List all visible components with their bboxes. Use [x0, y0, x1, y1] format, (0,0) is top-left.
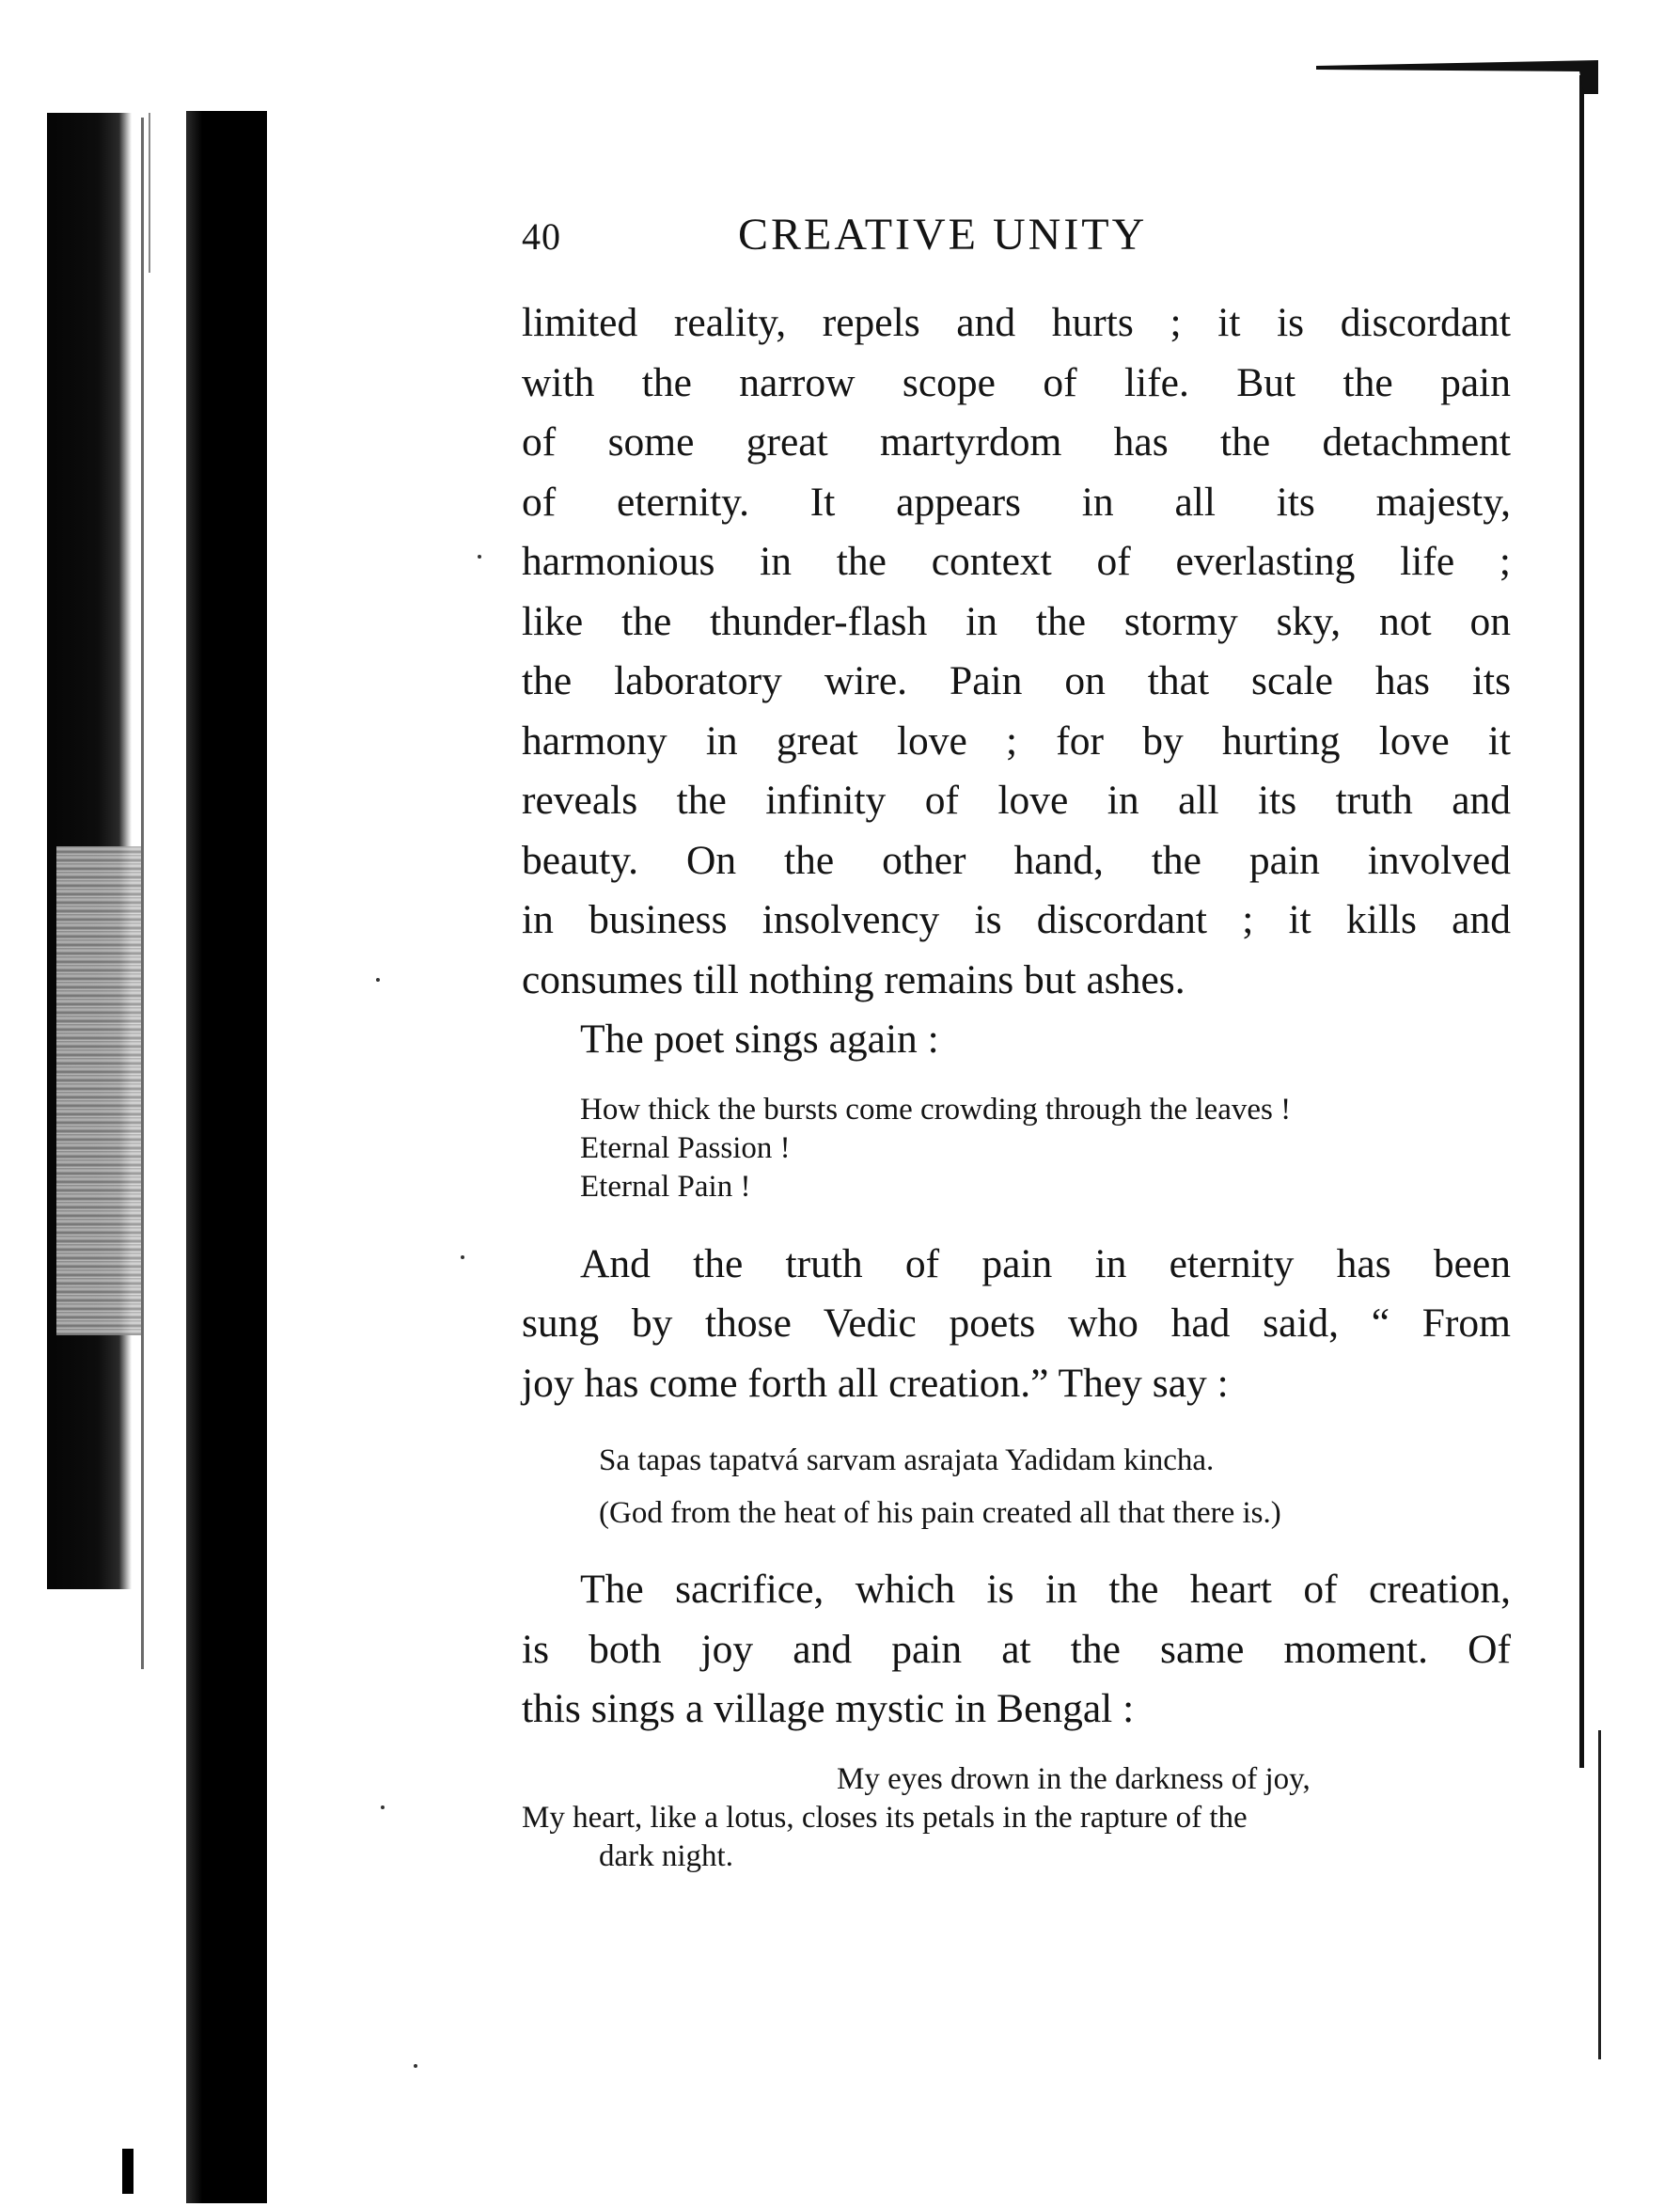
paragraph-4	[522, 1560, 1511, 1740]
scan-mark-bottom	[122, 2149, 133, 2194]
page-header	[522, 210, 1509, 271]
verse-line: Sa tapas tapatvá sarvam asrajata Yadidam kincha.	[599, 1443, 1215, 1477]
text-line: And the truth of pain in eternity has been	[580, 1240, 1511, 1286]
scan-speck	[478, 555, 481, 559]
page-edge-right	[1579, 75, 1584, 1768]
paragraph-2	[522, 1010, 1511, 1070]
verse-line: dark night.	[599, 1838, 733, 1873]
scan-rule-left	[141, 118, 144, 1669]
scan-speck	[461, 1255, 464, 1259]
verse-line: My eyes drown in the darkness of joy,	[837, 1761, 1311, 1796]
text-line: the laboratory wire. Pain on that scale has its	[522, 658, 1511, 703]
text-line: limited reality, repels and hurts ; it is discordant	[522, 300, 1511, 345]
verse-line: My heart, like a lotus, closes its petals in the rapture of the	[522, 1800, 1248, 1835]
verse-line: Eternal Pain !	[580, 1169, 751, 1204]
text-line: like the thunder-flash in the stormy sky, not on	[522, 598, 1511, 644]
page-body	[522, 293, 1511, 1876]
text-line: in business insolvency is discordant ; it kills and	[522, 897, 1511, 942]
scan-speck	[376, 978, 380, 982]
text-line: beauty. On the other hand, the pain involved	[522, 837, 1511, 883]
text-line: harmony in great love ; for by hurting love it	[522, 717, 1511, 764]
scan-speck	[414, 2064, 417, 2068]
text-line: this sings a village mystic in Bengal :	[522, 1686, 1135, 1731]
text-line: with the narrow scope of life. But the pain	[522, 359, 1511, 405]
verse-translation: (God from the heat of his pain created all that there is.)	[599, 1496, 1281, 1530]
page-number: 40	[522, 215, 561, 258]
text-line: sung by those Vedic poets who had said, “ From	[522, 1301, 1511, 1346]
book-gutter-shadow	[186, 111, 267, 2203]
text-line: is both joy and pain at the same moment. Of	[522, 1626, 1511, 1672]
text-line: of eternity. It appears in all its majesty,	[522, 479, 1511, 525]
scan-rule-left-short	[149, 113, 150, 273]
text-line: harmonious in the context of everlasting life ;	[522, 539, 1511, 584]
text-line: The sacrifice, which is in the heart of creation,	[580, 1567, 1511, 1612]
text-line: reveals the infinity of love in all its truth and	[522, 778, 1511, 823]
page-edge-right-lower	[1598, 1730, 1601, 2059]
verse-line: Eternal Passion !	[580, 1130, 791, 1165]
verse-line: How thick the bursts come crowding through the leaves !	[580, 1092, 1292, 1127]
running-title: CREATIVE UNITY	[738, 210, 1148, 260]
text-line: joy has come forth all creation.” They say :	[522, 1360, 1229, 1406]
verse-quotation-1	[522, 1091, 1511, 1206]
page-corner-fold	[1316, 58, 1598, 96]
verse-quotation-3	[522, 1760, 1511, 1876]
scan-speck	[381, 1805, 385, 1809]
scan-shadow-texture	[56, 846, 141, 1335]
text-line: of some great martyrdom has the detachment	[522, 419, 1511, 465]
text-line: The poet sings again :	[580, 1017, 939, 1062]
paragraph-1	[522, 293, 1511, 1010]
sanskrit-quotation	[522, 1434, 1511, 1539]
paragraph-3	[522, 1235, 1511, 1414]
text-line: consumes till nothing remains but ashes.	[522, 956, 1185, 1002]
